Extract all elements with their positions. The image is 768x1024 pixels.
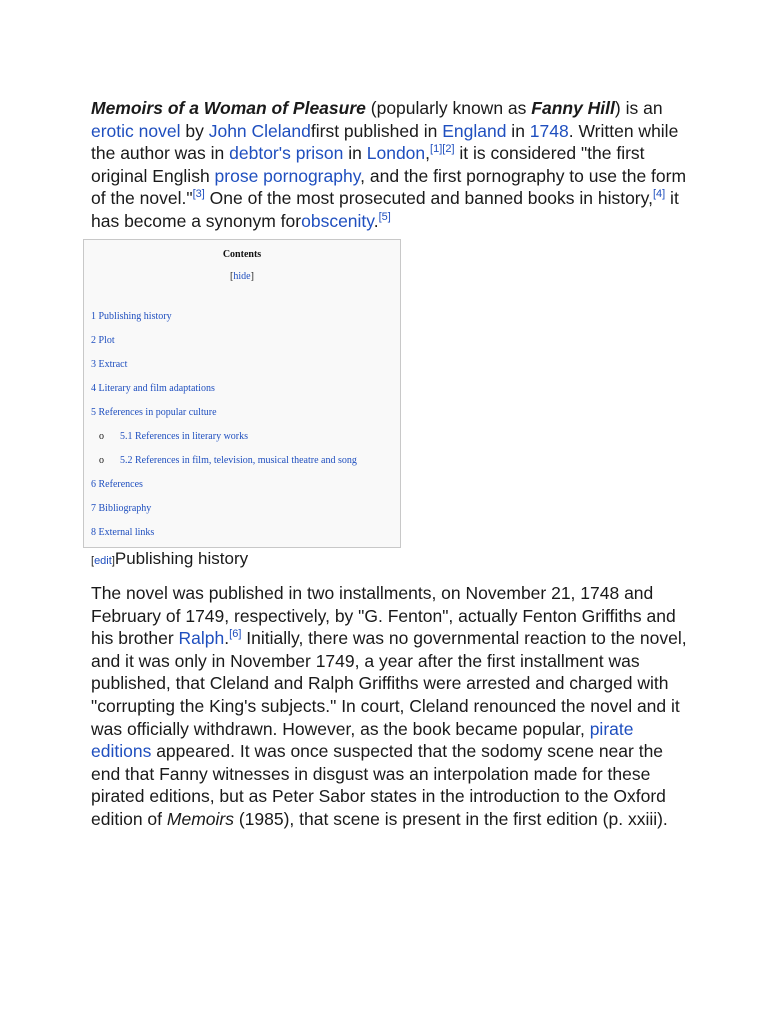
toc-item-film-television[interactable]: 5.2 References in film, television, musical theatre and song bbox=[120, 455, 357, 466]
toc-item-plot[interactable]: 2 Plot bbox=[91, 335, 115, 346]
alt-title: Fanny Hill bbox=[531, 98, 615, 118]
memoirs-italic: Memoirs bbox=[166, 808, 234, 829]
section-title: Publishing history bbox=[114, 549, 249, 568]
toc-item-publishing-history[interactable]: 1 Publishing history bbox=[91, 311, 172, 322]
toc-item-extract[interactable]: 3 Extract bbox=[91, 359, 128, 370]
toc-hide-control: [hide] bbox=[230, 271, 254, 282]
link-london[interactable]: London bbox=[366, 143, 426, 164]
intro-paragraph: Memoirs of a Woman of Pleasure (popularly known as Fanny Hill) is an erotic novel by John Clelandfirst published in England in 1748. Written while the author was in debtor's prison in London,[1][2] it is considered "the first original English prose pornography, and the first pornography to use the form of the novel."[3] One of the most prosecuted and banned books in history,[4] it has become a synonym forobscenity.[5] bbox=[91, 98, 687, 231]
toc-item-references[interactable]: 6 References bbox=[91, 479, 143, 490]
book-title: Memoirs of a Woman of Pleasure bbox=[91, 98, 366, 118]
link-prose-pornography[interactable]: prose pornography bbox=[214, 165, 361, 186]
link-obscenity[interactable]: obscenity bbox=[301, 210, 374, 231]
link-pirate-editions[interactable]: pirate editions bbox=[91, 718, 634, 762]
toc-bullet: o bbox=[99, 455, 104, 466]
toc-item-literary-works[interactable]: 5.1 References in literary works bbox=[120, 431, 249, 442]
ref-1[interactable]: [1] bbox=[430, 143, 443, 156]
toc-item-popular-culture[interactable]: 5 References in popular culture bbox=[91, 407, 217, 418]
toc-title: Contents bbox=[222, 249, 262, 260]
toc-item-external-links[interactable]: 8 External links bbox=[91, 527, 155, 538]
table-of-contents bbox=[83, 239, 401, 548]
section-heading bbox=[91, 549, 248, 569]
link-john-cleland[interactable]: John Cleland bbox=[208, 120, 311, 141]
link-england[interactable]: England bbox=[442, 120, 507, 141]
link-ralph[interactable]: Ralph bbox=[178, 628, 225, 649]
edit-link[interactable]: edit bbox=[94, 555, 112, 567]
link-erotic-novel[interactable]: erotic novel bbox=[91, 120, 181, 141]
ref-5[interactable]: [5] bbox=[378, 211, 391, 224]
ref-3[interactable]: [3] bbox=[192, 188, 205, 201]
ref-2[interactable]: [2] bbox=[442, 143, 455, 156]
link-1748[interactable]: 1748 bbox=[529, 120, 569, 141]
link-debtors-prison[interactable]: debtor's prison bbox=[229, 143, 344, 164]
toc-item-bibliography[interactable]: 7 Bibliography bbox=[91, 503, 152, 514]
toc-item-adaptations[interactable]: 4 Literary and film adaptations bbox=[91, 383, 215, 394]
toc-bullet: o bbox=[99, 431, 104, 442]
ref-4[interactable]: [4] bbox=[652, 188, 666, 201]
toc-hide-link[interactable]: hide bbox=[233, 271, 251, 282]
ref-6[interactable]: [6] bbox=[229, 628, 242, 641]
publishing-history-paragraph: The novel was published in two installments, on November 21, 1748 and February of 1749, respectively, by "G. Fenton", actually Fenton Griffiths and his brother Ralph.[6] Initially, there was no governmental reaction to the novel, and it was only in November 1749, a year after the first installment was published, that Cleland and Ralph Griffiths were arrested and charged with "corrupting the King's subjects." In court, Cleland renounced the novel and it was officially withdrawn. However, as the book became popular, pirate editions appeared. It was once suspected that the sodomy scene near the end that Fanny witnesses in disgust was an interpolation made for these pirated editions, but as Peter Sabor states in the introduction to the Oxford edition of Memoirs (1985), that scene is present in the first edition (p. xxiii). bbox=[91, 583, 687, 829]
edit-control: [edit] bbox=[91, 555, 115, 567]
